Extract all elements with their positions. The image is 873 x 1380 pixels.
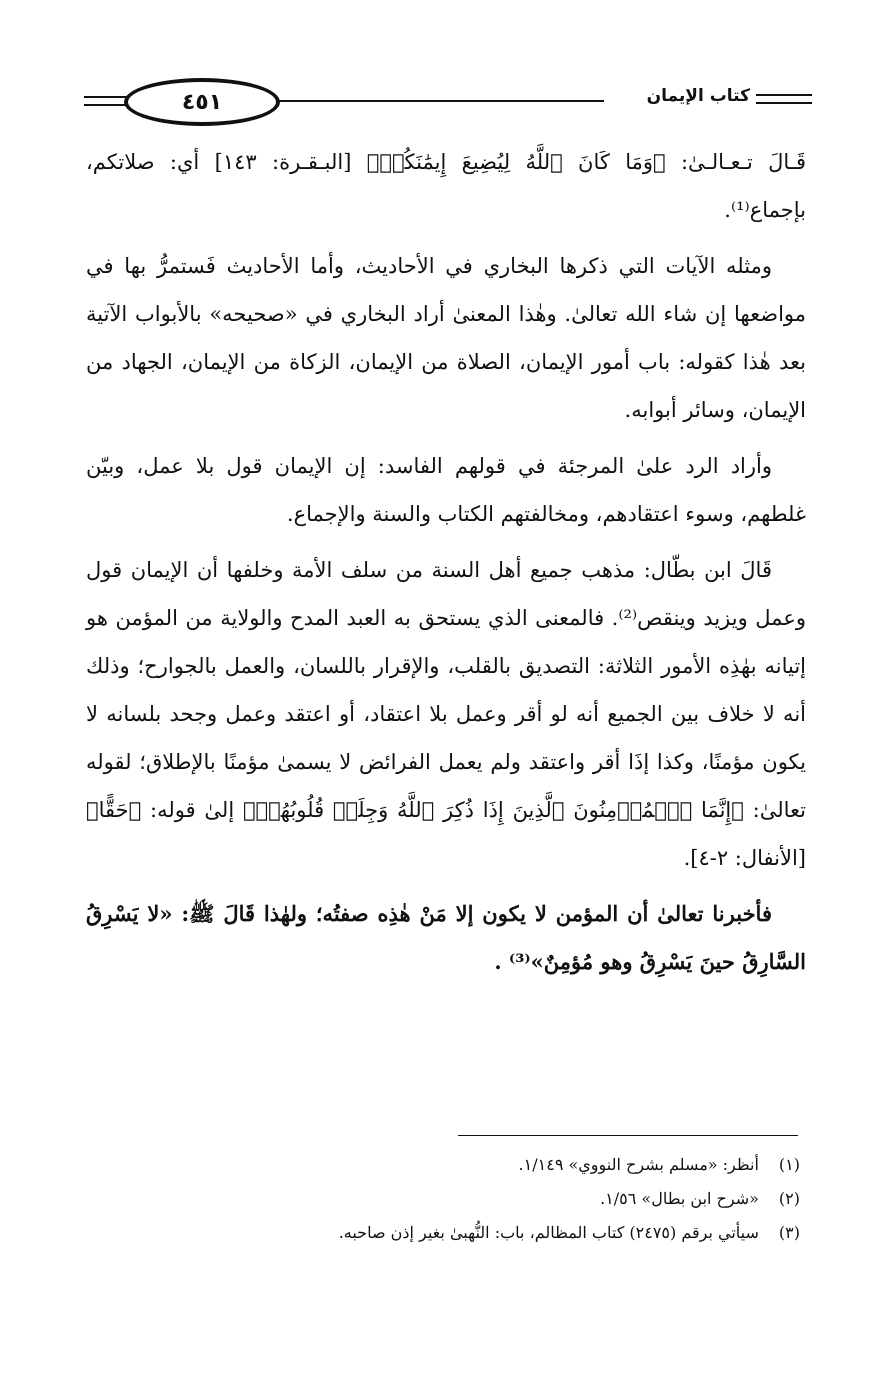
footnote-separator	[458, 1135, 798, 1136]
paragraph: فأخبرنا تعالىٰ أن المؤمن لا يكون إلا مَنْ هٰذِه صفتُه؛ ولهٰذا قَالَ ﷺ: «لا يَسْرِقُ السَّارِقُ حينَ يَسْرِقُ وهو مُؤمِنٌ»⁽³⁾ .	[86, 901, 806, 974]
page-number-badge	[124, 78, 280, 126]
paragraph: وأراد الرد علىٰ المرجئة في قولهم الفاسد: إن الإيمان قول بلا عمل، وبيّن غلطهم، وسوء اعتقادهم، ومخالفتهم الكتاب والسنة والإجماع.	[86, 454, 806, 526]
header-rule-right-2	[756, 102, 812, 104]
footnote-number: (٣)	[778, 1223, 800, 1242]
footnote	[86, 1216, 800, 1250]
footnotes	[86, 1148, 800, 1250]
footnote-text: سيأتي برقم (٢٤٧٥) كتاب المظالم، باب: النُّهبىٰ بغير إذن صاحبه.	[338, 1223, 759, 1242]
page-number: ٤٥١	[181, 89, 223, 115]
footnote-number: (١)	[778, 1155, 800, 1174]
footnote-text: «شرح ابن بطال» ١/٥٦.	[600, 1189, 759, 1208]
header-rule-right	[756, 94, 812, 96]
footnote	[86, 1148, 800, 1182]
main-text	[86, 138, 806, 986]
paragraph: ومثله الآيات التي ذكرها البخاري في الأحاديث، وأما الأحاديث فَستمرُّ بها في مواضعها إن شاء الله تعالىٰ. وهٰذا المعنىٰ أراد البخاري في «صحيحه» بالأبواب الآتية بعد هٰذا كقوله: باب أمور الإيمان، الصلاة من الإيمان، الزكاة من الإيمان، الجهاد من الإيمان، وسائر أبوابه.	[86, 254, 806, 422]
running-title: كتاب الإيمان	[646, 86, 750, 106]
footnote-number: (٢)	[778, 1189, 800, 1208]
paragraph: قَـالَ تـعـالـىٰ: ﴿وَمَا كَانَ ٱللَّهُ لِيُضِيعَ إِيمَٰنَكُمۡ﴾ [البـقـرة: ١٤٣] أي: صلاتكم، بإجماع⁽¹⁾.	[86, 150, 806, 222]
paragraph: قَالَ ابن بطّال: مذهب جميع أهل السنة من سلف الأمة وخلفها أن الإيمان قول وعمل ويزيد وينقص⁽²⁾. فالمعنى الذي يستحق به العبد المدح والولاية من المؤمن هو إتيانه بهٰذِه الأمور الثلاثة: التصديق بالقلب، والإقرار باللسان، والعمل بالجوارح؛ وذلك أنه لا خلاف بين الجميع أنه لو أقر وعمل بلا اعتقاد، أو اعتقد وعمل وجحد بلسانه لا يكون مؤمنًا، وكذا إذَا أقر واعتقد ولم يعمل الفرائض لا يسمىٰ مؤمنًا بالإطلاق؛ لقوله تعالىٰ: ﴿إِنَّمَا ٱلۡمُؤۡمِنُونَ ٱلَّذِينَ إِذَا ذُكِرَ ٱللَّهُ وَجِلَتۡ قُلُوبُهُمۡ﴾ إلىٰ قوله: ﴿حَقًّا﴾ [الأنفال: ٢-٤].	[86, 558, 806, 870]
page-header	[84, 70, 812, 134]
footnote-text: أنظر: «مسلم بشرح النووي» ١/١٤٩.	[518, 1155, 759, 1174]
footnote	[86, 1182, 800, 1216]
